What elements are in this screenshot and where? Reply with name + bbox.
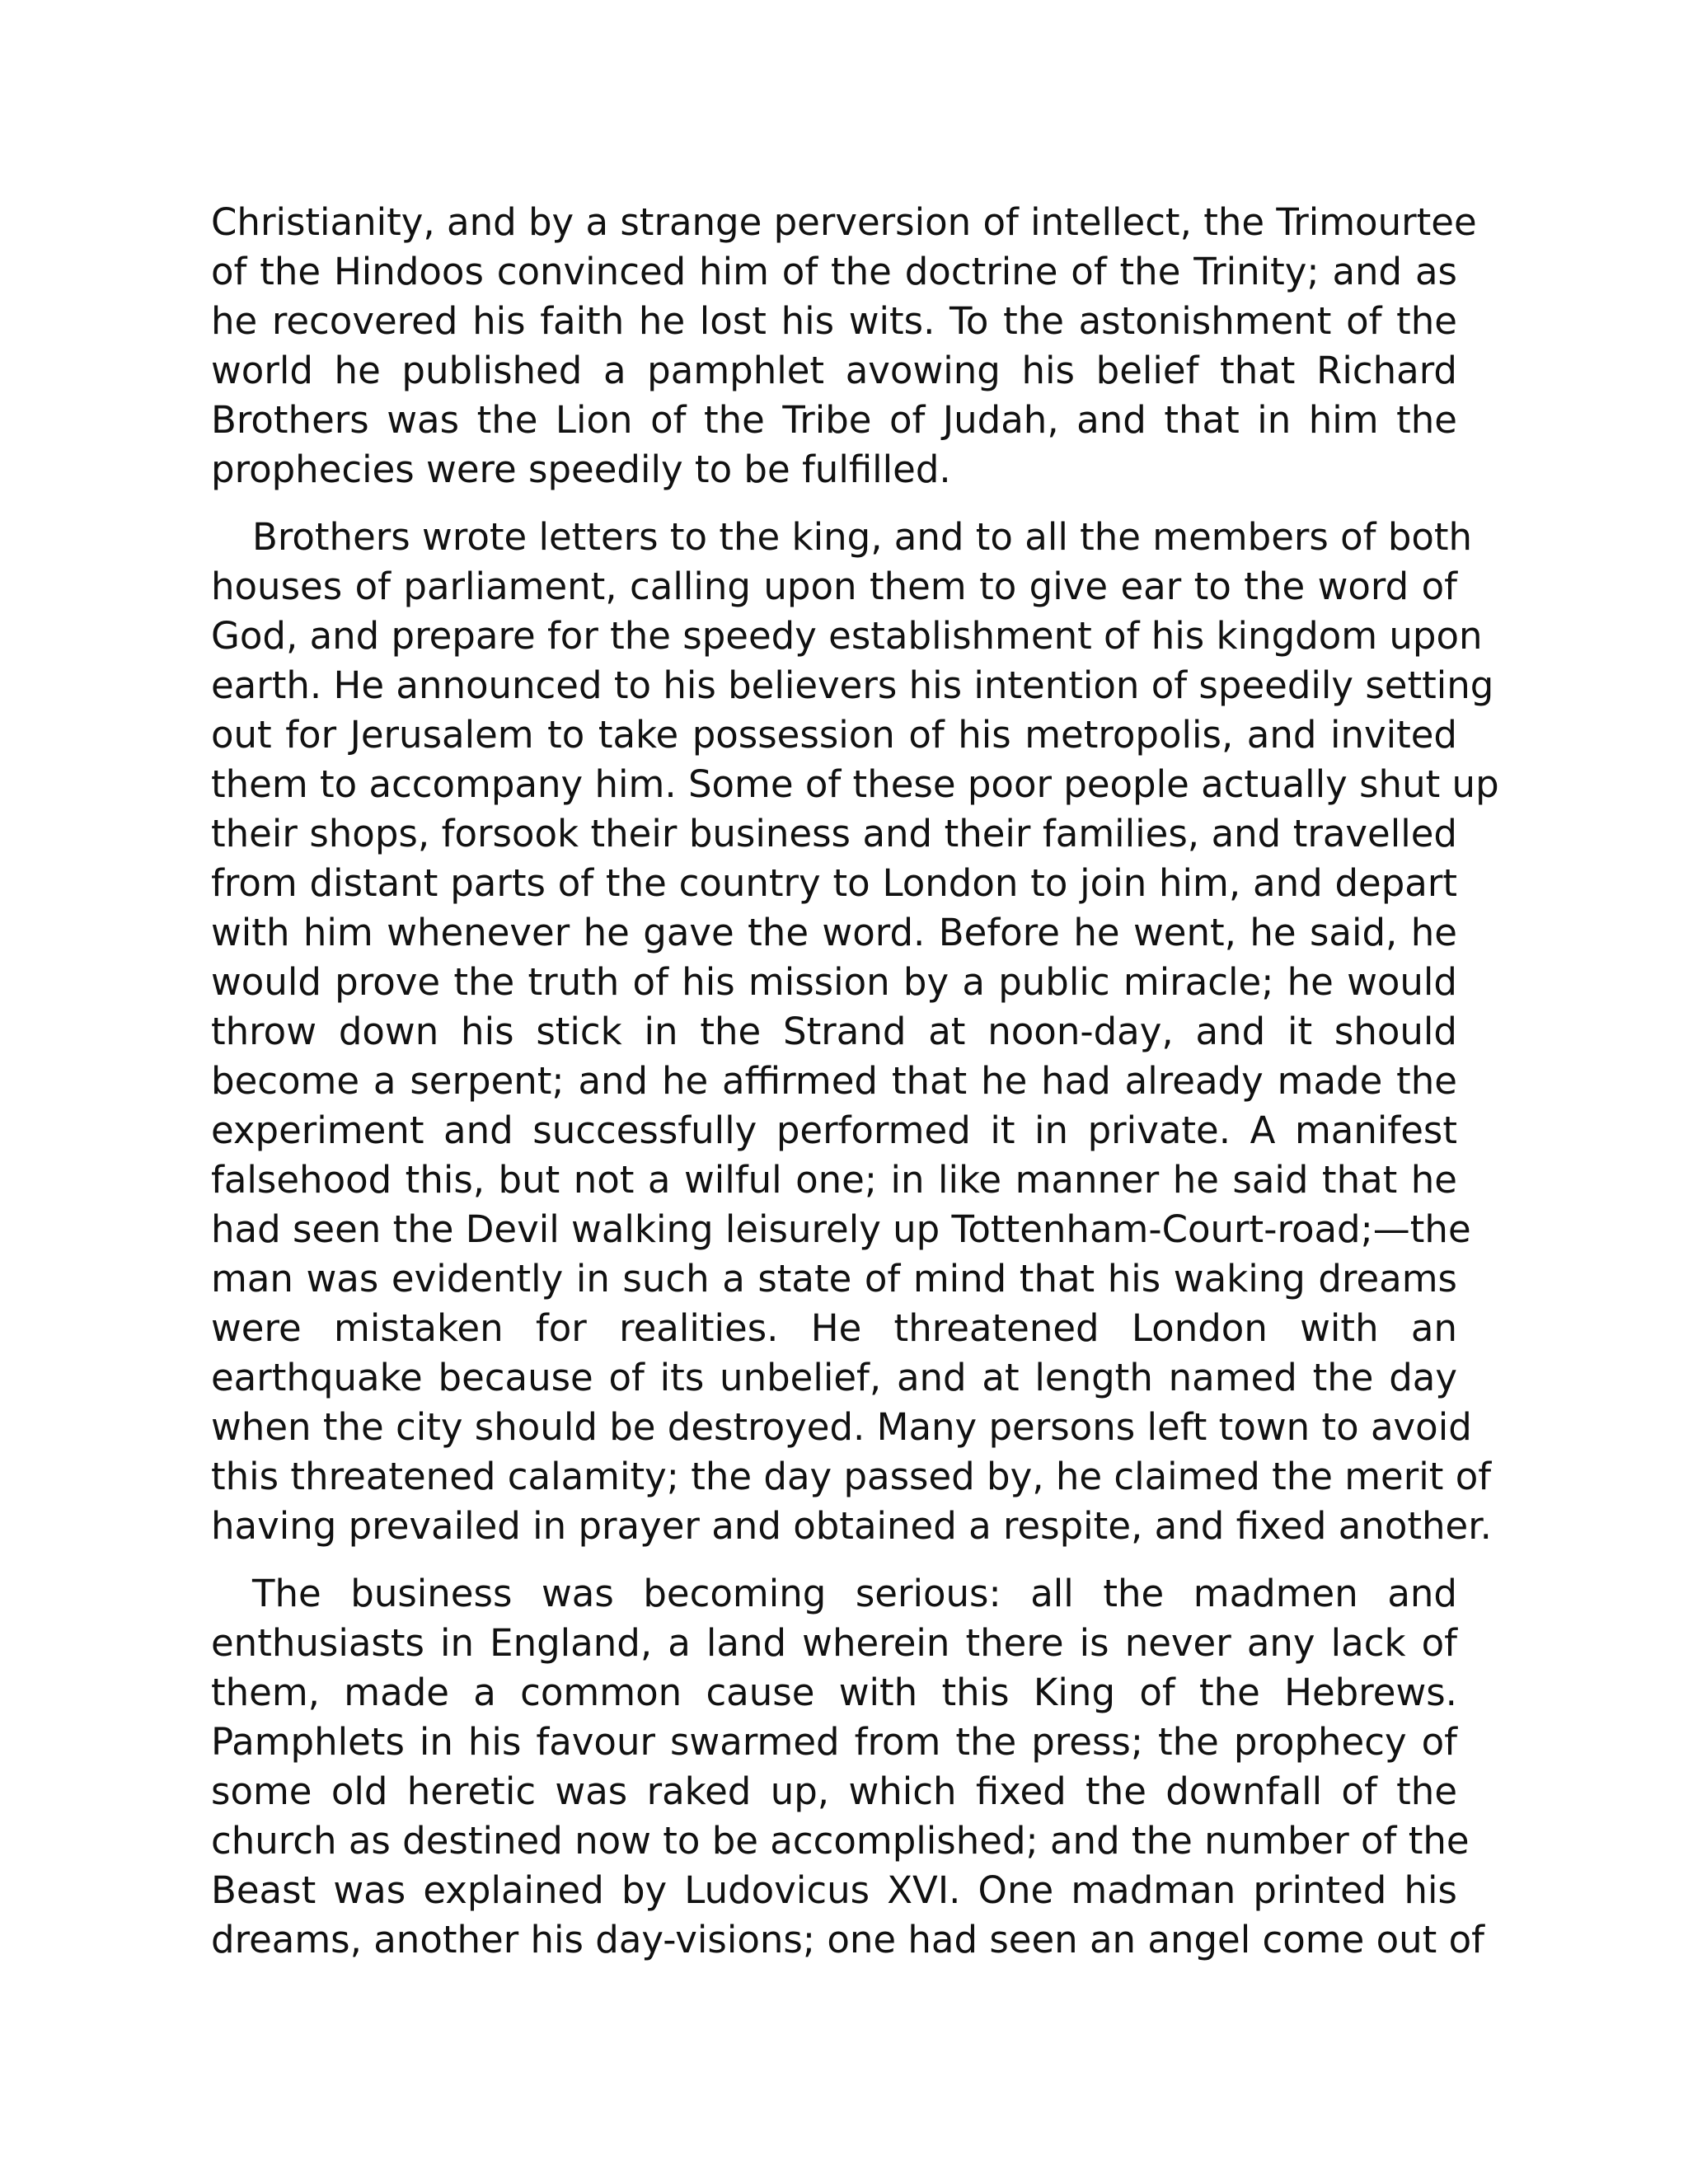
text-line: throw down his stick in the Strand at noon-day, and it should [211, 1010, 1457, 1053]
paragraph-1 [211, 198, 1477, 494]
text-line: having prevailed in prayer and obtained a respite, and fixed another. [211, 1504, 1492, 1548]
text-line: Pamphlets in his favour swarmed from the press; the prophecy of [211, 1720, 1457, 1764]
text-line: their shops, forsook their business and their families, and travelled [211, 812, 1457, 855]
paragraph-2 [211, 513, 1499, 1551]
book-page [211, 198, 1499, 1983]
text-line: earthquake because of its unbelief, and at length named the day [211, 1356, 1457, 1399]
text-line: were mistaken for realities. He threatened London with an [211, 1306, 1457, 1350]
text-line: church as destined now to be accomplished; and the number of the [211, 1819, 1470, 1863]
text-line: world he published a pamphlet avowing his belief that Richard [211, 349, 1457, 392]
text-line: out for Jerusalem to take possession of his metropolis, and invited [211, 713, 1457, 757]
text-line: he recovered his faith he lost his wits. To the astonishment of the [211, 299, 1457, 343]
text-line: man was evidently in such a state of mind that his waking dreams [211, 1257, 1457, 1301]
text-line: earth. He announced to his believers his intention of speedily setting [211, 663, 1494, 707]
text-line: them to accompany him. Some of these poor people actually shut up [211, 762, 1499, 806]
text-line: houses of parliament, calling upon them to give ear to the word of [211, 565, 1457, 608]
text-line: enthusiasts in England, a land wherein there is never any lack of [211, 1621, 1457, 1665]
text-line: with him whenever he gave the word. Before he went, he said, he [211, 911, 1457, 954]
text-line: would prove the truth of his mission by a public miracle; he would [211, 960, 1457, 1004]
text-line: of the Hindoos convinced him of the doctrine of the Trinity; and as [211, 250, 1457, 293]
text-line: had seen the Devil walking leisurely up Tottenham-Court-road;—the [211, 1207, 1471, 1251]
text-line: Christianity, and by a strange perversion of intellect, the Trimourtee [211, 200, 1477, 244]
text-line: Brothers was the Lion of the Tribe of Judah, and that in him the [211, 398, 1457, 442]
text-line: prophecies were speedily to be fulfilled. [211, 448, 951, 491]
text-line: Brothers wrote letters to the king, and to all the members of both [252, 515, 1473, 559]
text-line: from distant parts of the country to London to join him, and depart [211, 861, 1457, 905]
paragraph-3 [211, 1569, 1485, 1965]
text-line: God, and prepare for the speedy establishment of his kingdom upon [211, 614, 1483, 658]
text-line: them, made a common cause with this King of the Hebrews. [211, 1671, 1457, 1714]
text-line: some old heretic was raked up, which fixed the downfall of the [211, 1769, 1457, 1813]
text-line: The business was becoming serious: all the madmen and [252, 1572, 1457, 1615]
text-line: falsehood this, but not a wilful one; in like manner he said that he [211, 1158, 1457, 1202]
text-line: dreams, another his day-visions; one had seen an angel come out of [211, 1918, 1485, 1961]
text-line: experiment and successfully performed it in private. A manifest [211, 1108, 1457, 1152]
text-line: Beast was explained by Ludovicus XVI. One madman printed his [211, 1868, 1457, 1912]
text-line: become a serpent; and he affirmed that he had already made the [211, 1059, 1457, 1103]
text-line: this threatened calamity; the day passed by, he claimed the merit of [211, 1455, 1492, 1498]
text-line: when the city should be destroyed. Many persons left town to avoid [211, 1405, 1472, 1449]
